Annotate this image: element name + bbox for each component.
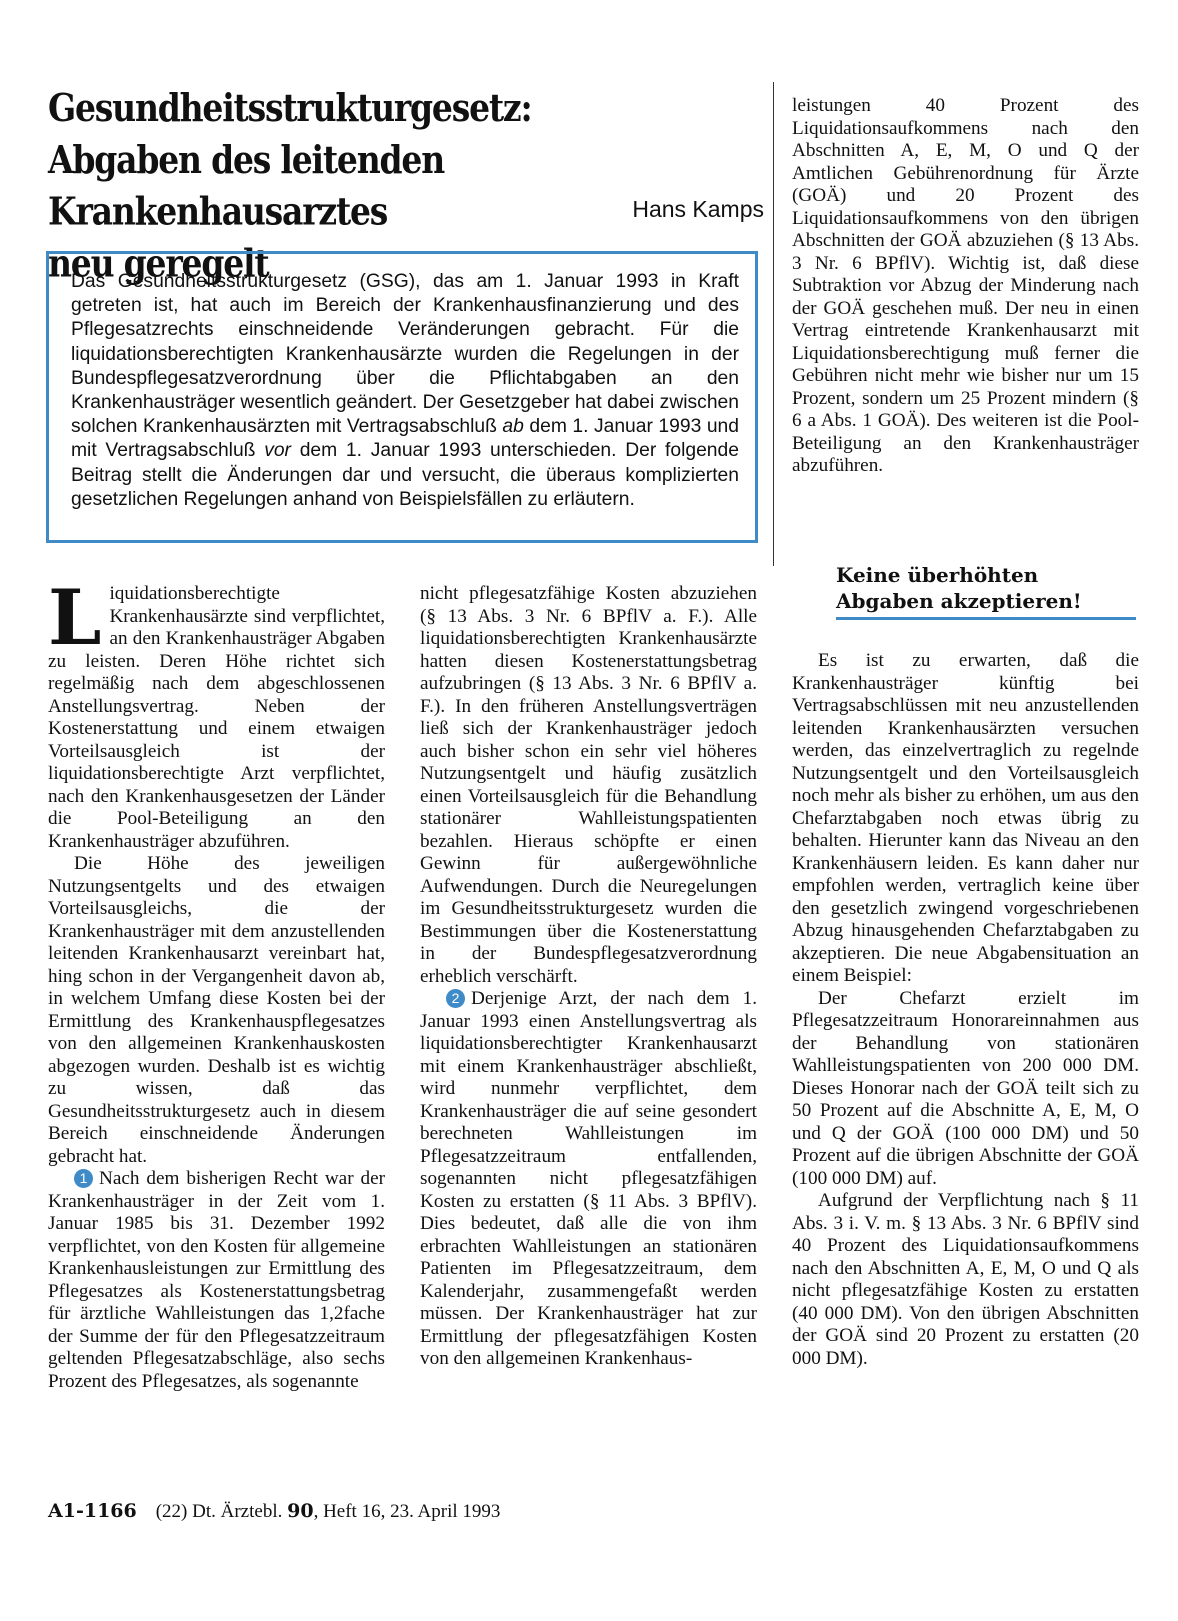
- page-footer: A1-1166 (22) Dt. Ärztebl. 90, Heft 16, 23. April 1993: [48, 1500, 501, 1522]
- paragraph: 2 Derjenige Arzt, der nach dem 1. Januar 1993 einen Anstellungsvertrag als liquidationsberechtigter Krankenhausarzt mit einem Krankenhausträger abschließt, wird nunmehr verpflichtet, dem Krankenhausträger die auf seine gesondert berechneten Wahlleistungen im Pflegesatzzeitraum entfallenden, sogenannten nicht pflegesatzfähigen Kosten zu erstatten (§ 11 Abs. 3 BPflV). Dies bedeutet, daß alle die von ihm erbrachten Wahlleistungen an stationären Patienten im Pflegesatzzeitraum, dem Kalenderjahr, zusammengefaßt werden müssen. Der Krankenhausträger hat zur Ermittlung der pflegesatzfähigen Kosten von den allgemeinen Krankenhaus-: [420, 988, 757, 1369]
- abstract-box: [46, 251, 758, 543]
- number-marker-icon: 1: [74, 1169, 93, 1188]
- body-column-2: [420, 583, 757, 1371]
- section-heading: Keine überhöhten Abgaben akzeptieren!: [836, 562, 1136, 620]
- paragraph: leistungen 40 Prozent des Liquidationsaufkommens nach den Abschnitten A, E, M, O und Q der Amtlichen Gebührenordnung für Ärzte (GOÄ) und 20 Prozent des Liquidationsaufkommens von den übrigen Abschnitten der GOÄ abzuziehen (§ 13 Abs. 3 Nr. 6 BPflV). Wichtig ist, daß diese Subtraktion vor Abzug der Minderung nach der GOÄ geschehen muß. Der neu in einen Vertrag eintretende Krankenhausarzt mit Liquidationsberechtigung muß ferner die Gebühren nicht mehr wie bisher nur um 15 Prozent, sondern um 25 Prozent mindern (§ 6 a Abs. 1 GOÄ). Des weiteren ist die Pool-Beteiligung an den Krankenhausträger abzuführen.: [792, 95, 1139, 476]
- paragraph: Die Höhe des jeweiligen Nutzungsentgelts und des etwaigen Vorteilsausgleichs, die der Krankenhausträger mit dem anzustellenden leitenden Krankenhausarzt vereinbart hat, hing schon in der Vergangenheit davon ab, in welchem Umfang diese Kosten bei der Ermittlung des Krankenhauspflegesatzes von den allgemeinen Krankenhauskosten abgezogen wurden. Deshalb ist es wichtig zu wissen, daß das Gesundheitsstrukturgesetz auch in diesem Bereich einschneidende Änderungen gebracht hat.: [48, 853, 385, 1167]
- title-line-2: Abgaben des leitenden Krankenhausarztes: [48, 137, 444, 234]
- paragraph: Es ist zu erwarten, daß die Krankenhausträger künftig bei Vertragsabschlüssen mit neu anzustellenden leitenden Krankenhausärzten versuchen werden, das einzelvertraglich zu regelnde Nutzungsentgelt und den Vorteilsausgleich noch mehr als bisher zu erhöhen, um aus den Chefarztabgaben noch etwas übrig zu behalten. Hierunter kann das Niveau an den Krankenhäusern leiden. Es kann daher nur empfohlen werden, vertraglich keine über den gesetzlich zwingend vorgeschriebenen Abzug hinausgehenden Chefarztabgaben zu akzeptieren. Die neue Abgabensituation an einem Beispiel:: [792, 650, 1139, 986]
- paragraph: nicht pflegesatzfähige Kosten abzuziehen (§ 13 Abs. 3 Nr. 6 BPflV a. F.). Alle liquidationsberechtigten Krankenhausärzte hatten diesen Kostenerstattungsbetrag aufzubringen (§ 13 Abs. 3 Nr. 6 BPflV a. F.). In den früheren Anstellungsverträgen ließ sich der Krankenhausträger jedoch auch bisher schon ein sehr viel höheres Nutzungsentgelt und häufig zusätzlich einen Vorteilsausgleich für die Behandlung stationärer Wahlleistungspatienten bezahlen. Hieraus schöpfte er einen Gewinn für außergewöhnliche Aufwendungen. Durch die Neuregelungen im Gesundheitsstrukturgesetz wurden die Bestimmungen über die Kostenerstattung in der Bundespflegesatzverordnung erheblich verschärft.: [420, 583, 757, 987]
- column-divider: [773, 82, 774, 566]
- drop-cap: L: [48, 573, 102, 662]
- paragraph: Liquidationsberechtigte Krankenhausärzte sind verpflichtet, an den Krankenhausträger Abgaben zu leisten. Deren Höhe richtet sich regelmäßig nach dem abgeschlossenen Anstellungsvertrag. Neben der Kostenerstattung und einem etwaigen Vorteilsausgleich ist der liquidationsberechtigte Arzt verpflichtet, nach den Krankenhausgesetzen der Länder die Pool-Beteiligung an den Krankenhausträger abzuführen.: [48, 573, 385, 852]
- author-name: Hans Kamps: [632, 196, 764, 222]
- title-line-1: Gesundheitsstrukturgesetz:: [48, 85, 532, 131]
- body-column-3-top: [792, 95, 1139, 478]
- paragraph: 1 Nach dem bisherigen Recht war der Krankenhausträger in der Zeit vom 1. Januar 1985 bis 31. Dezember 1992 verpflichtet, von den Kosten für allgemeine Krankenhausleistungen zur Ermittlung des Pflegesatzes als Kostenerstattungsbetrag für ärztliche Wahlleistungen das 1,2fache der Summe der für den Pflegesatzzeitraum geltenden Pflegesatzabschläge, also sechs Prozent des Pflegesatzes, als sogenannte: [48, 1168, 385, 1392]
- abstract-text: Das Gesundheitsstrukturgesetz (GSG), das am 1. Januar 1993 in Kraft getreten ist, hat auch im Bereich der Krankenhausfinanzierung und des Pflegesatzrechts einschneidende Veränderungen gebracht. Für die liquidationsberechtigten Krankenhausärzte wurden die Regelungen in der Bundespflegesatzverordnung über die Pflichtabgaben an den Krankenhausträger wesentlich geändert. Der Gesetzgeber hat dabei zwischen solchen Krankenhausärzten mit Vertragsabschluß ab dem 1. Januar 1993 und mit Vertragsabschluß vor dem 1. Januar 1993 unterschieden. Der folgende Beitrag stellt die Änderungen dar und versucht, die überaus komplizierten gesetzlichen Regelungen anhand von Beispielsfällen zu erläutern.: [71, 271, 739, 510]
- body-column-1: [48, 573, 385, 1393]
- page-number: A1-1166: [48, 1500, 137, 1522]
- volume-number: 90: [287, 1500, 314, 1522]
- number-marker-icon: 2: [446, 989, 465, 1008]
- title-line-3: neu geregelt: [48, 240, 269, 286]
- paragraph: Aufgrund der Verpflichtung nach § 11 Abs. 3 i. V. m. § 13 Abs. 3 Nr. 6 BPflV sind 40 Prozent des Liquidationsaufkommens nach den Abschnitten A, E, M, O und Q als nicht pflegesatzfähige Kosten zu erstatten (40 000 DM). Von den übrigen Abschnitten der GOÄ sind 20 Prozent zu erstatten (20 000 DM).: [792, 1190, 1139, 1369]
- paragraph: Der Chefarzt erzielt im Pflegesatzzeitraum Honorareinnahmen aus der Behandlung von stationären Wahlleistungspatienten von 200 000 DM. Dieses Honorar nach der GOÄ teilt sich zu 50 Prozent auf die Abschnitte A, E, M, O und Q der GOÄ (100 000 DM) und 50 Prozent auf die übrigen Abschnitte der GOÄ (100 000 DM) auf.: [792, 987, 1139, 1189]
- body-column-3-bottom: [792, 650, 1139, 1370]
